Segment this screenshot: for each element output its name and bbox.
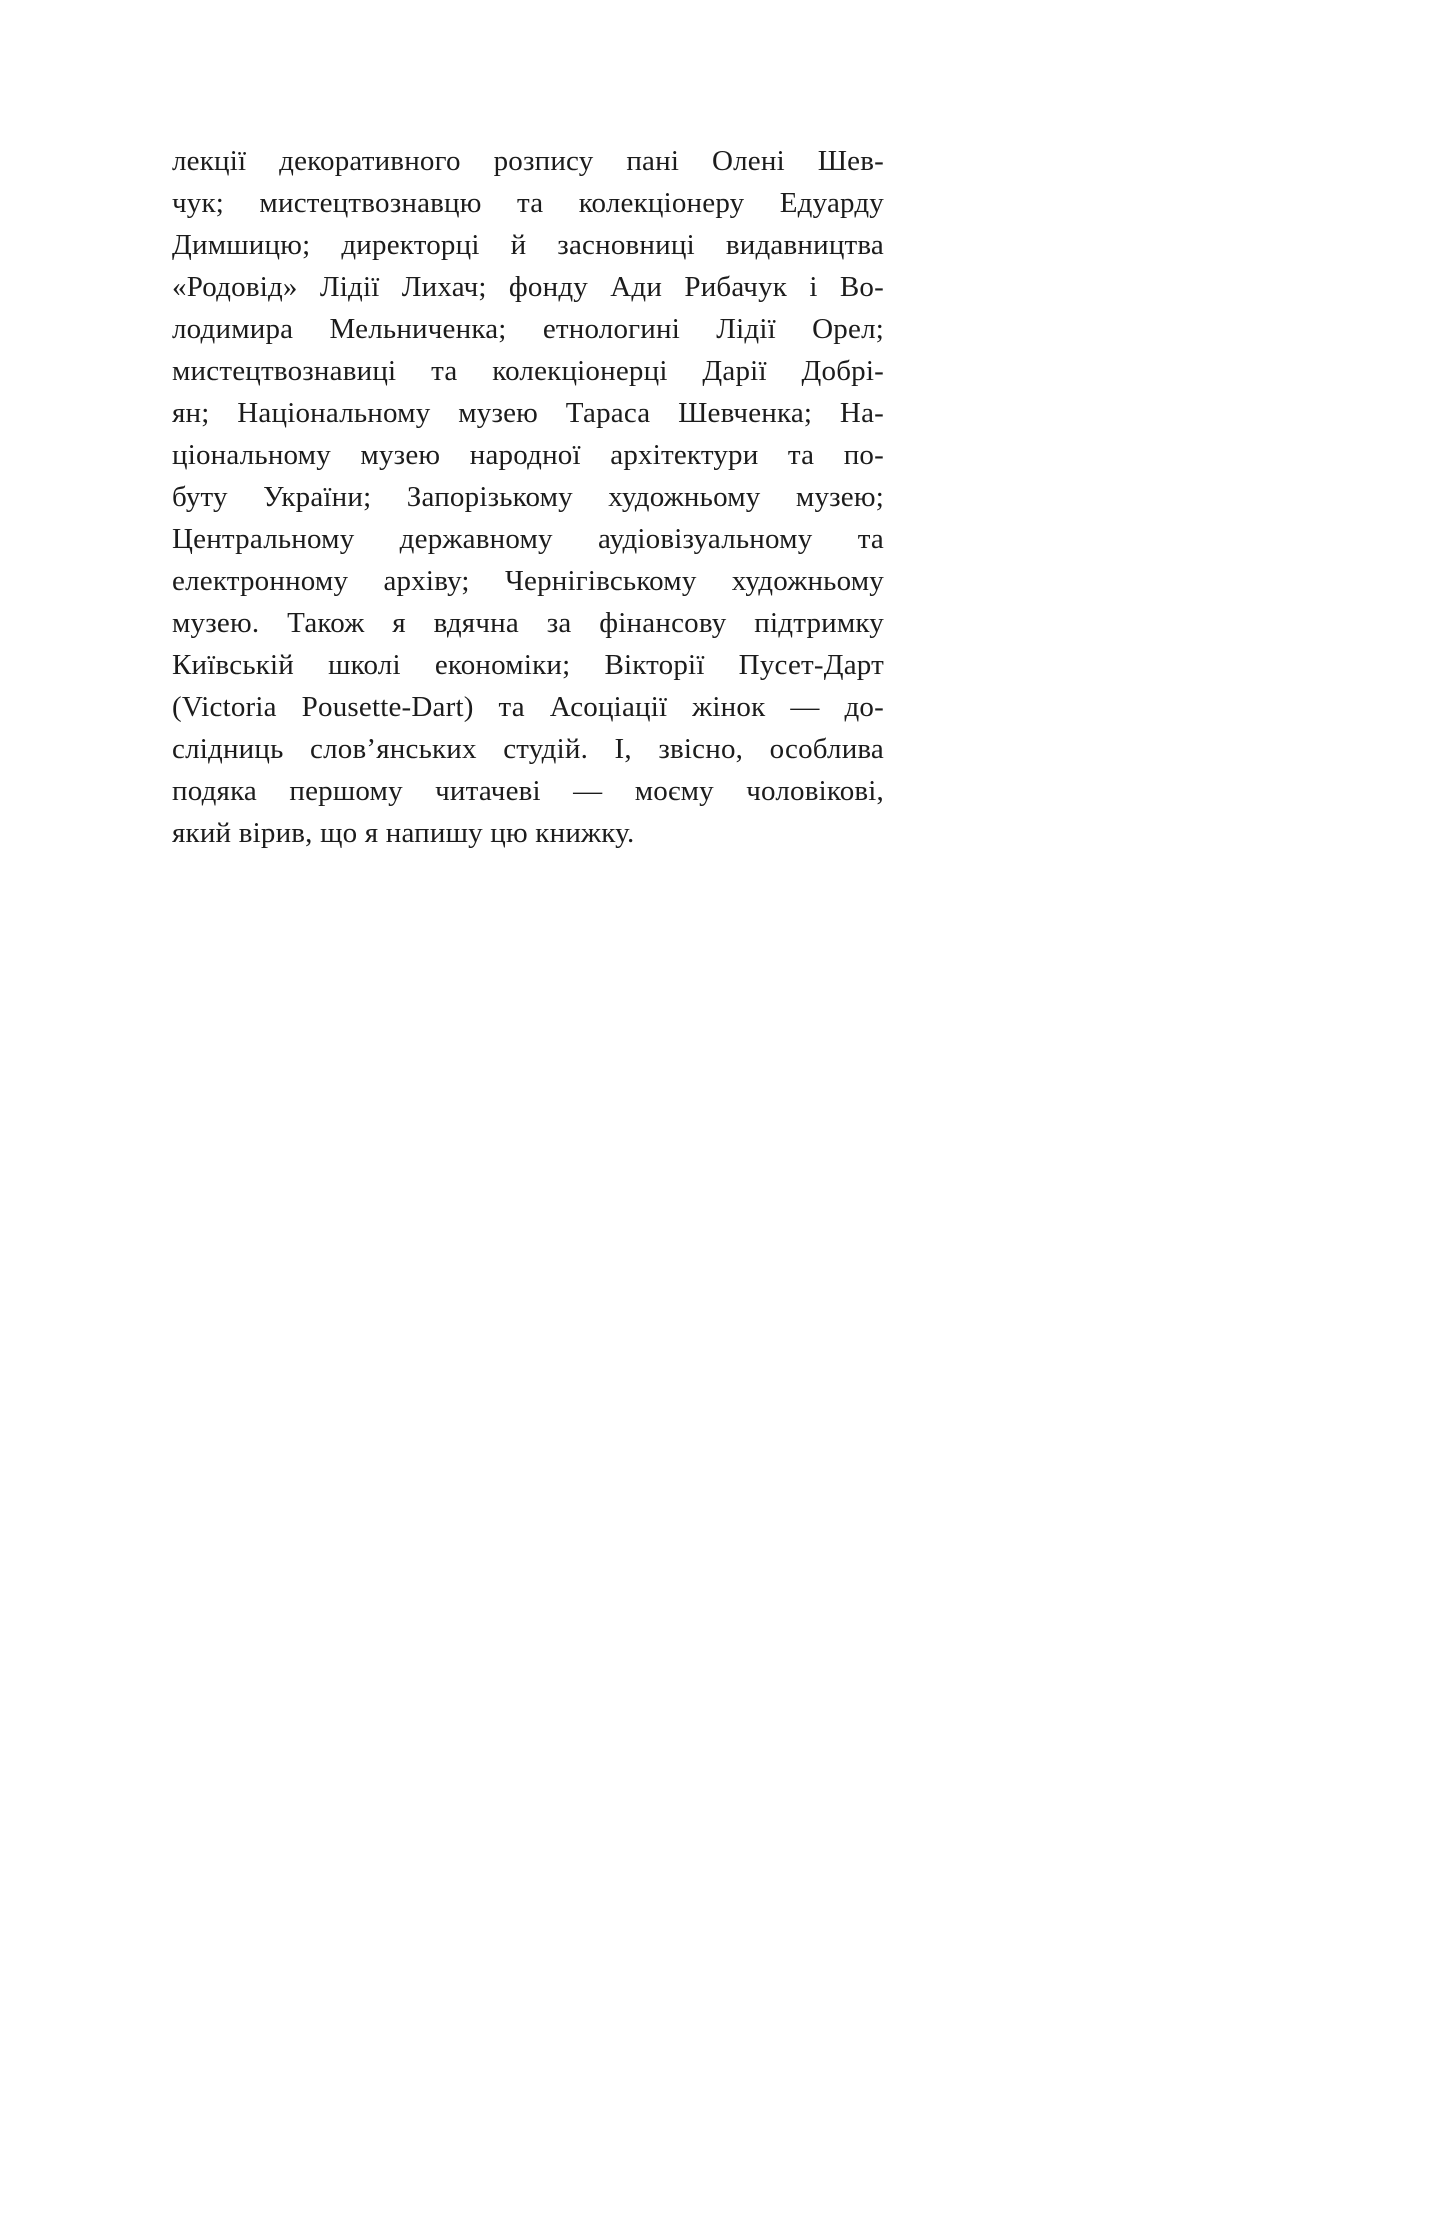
text-line: мистецтвознавиці та колекціонерці Дарії Добрі- [172, 355, 884, 387]
text-line: ян; Національному музею Тараса Шевченка; На- [172, 397, 884, 429]
text-line: слідниць слов’янських студій. І, звісно, особлива [172, 733, 884, 765]
text-line: Київській школі економіки; Вікторії Пусет-Дарт [172, 649, 884, 681]
text-line: лекції декоративного розпису пані Олені Шев- [172, 145, 884, 177]
text-line: «Родовід» Лідії Лихач; фонду Ади Рибачук і Во- [172, 271, 884, 303]
text-line: ціональному музею народної архітектури та по- [172, 439, 884, 471]
text-line: (Victoria Pousette-Dart) та Асоціації жінок — до- [172, 691, 884, 723]
text-line: Димшицю; директорці й засновниці видавництва [172, 229, 884, 261]
text-line: електронному архіву; Чернігівському художньому [172, 565, 884, 597]
text-line: чук; мистецтвознавцю та колекціонеру Едуарду [172, 187, 884, 219]
text-line: лодимира Мельниченка; етнологині Лідії Орел; [172, 313, 884, 345]
text-line: музею. Також я вдячна за фінансову підтримку [172, 607, 884, 639]
text-line: Центральному державному аудіовізуальному та [172, 523, 884, 555]
text-line: подяка першому читачеві — моєму чоловікові, [172, 775, 884, 807]
acknowledgments-paragraph [172, 140, 884, 854]
text-line: який вірив, що я напишу цю книжку. [172, 817, 635, 849]
text-line: буту України; Запорізькому художньому музею; [172, 481, 884, 513]
